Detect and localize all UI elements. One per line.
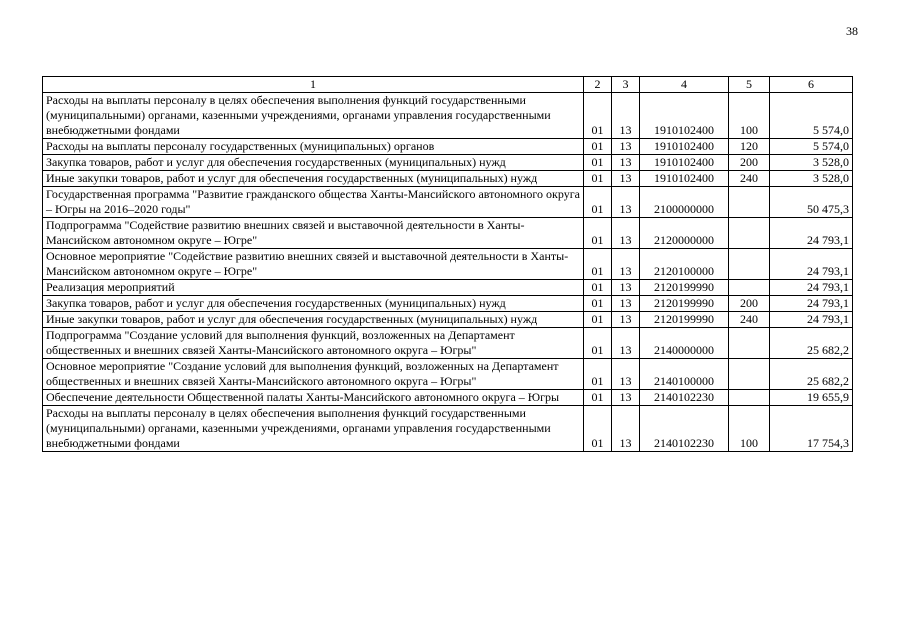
row-expense-type-cell <box>729 218 770 249</box>
row-expense-type-cell <box>729 359 770 390</box>
row-expense-type-cell <box>729 328 770 359</box>
row-expense-type-cell <box>729 390 770 406</box>
row-amount-cell: 24 793,1 <box>770 218 853 249</box>
row-subsection-cell: 13 <box>612 296 640 312</box>
table-row <box>43 359 853 390</box>
table-header-row <box>43 77 853 93</box>
row-section-cell: 01 <box>584 249 612 280</box>
table-row <box>43 155 853 171</box>
row-name-cell: Государственная программа "Развитие гражданского общества Ханты-Мансийского автономного округа – Югры на 2016–2020 годы" <box>43 187 584 218</box>
column-header: 2 <box>584 77 612 93</box>
table-row <box>43 296 853 312</box>
row-subsection-cell: 13 <box>612 390 640 406</box>
row-name-cell: Основное мероприятие "Создание условий для выполнения функций, возложенных на Департамент общественных и внешних связей Ханты-Мансийского автономного округа – Югры" <box>43 359 584 390</box>
row-subsection-cell: 13 <box>612 328 640 359</box>
row-name-cell: Закупка товаров, работ и услуг для обеспечения государственных (муниципальных) нужд <box>43 296 584 312</box>
row-section-cell: 01 <box>584 280 612 296</box>
row-target-article-cell: 2140102230 <box>640 390 729 406</box>
row-name-cell: Реализация мероприятий <box>43 280 584 296</box>
table-row <box>43 328 853 359</box>
row-name-cell: Подпрограмма "Создание условий для выполнения функций, возложенных на Департамент общественных и внешних связей Ханты-Мансийского автономного округа – Югры" <box>43 328 584 359</box>
row-amount-cell: 5 574,0 <box>770 93 853 139</box>
table-row <box>43 280 853 296</box>
row-amount-cell: 24 793,1 <box>770 249 853 280</box>
row-subsection-cell: 13 <box>612 187 640 218</box>
row-target-article-cell: 2120199990 <box>640 280 729 296</box>
table-row <box>43 187 853 218</box>
row-amount-cell: 24 793,1 <box>770 312 853 328</box>
row-amount-cell: 25 682,2 <box>770 359 853 390</box>
row-subsection-cell: 13 <box>612 218 640 249</box>
row-section-cell: 01 <box>584 171 612 187</box>
table-row <box>43 139 853 155</box>
row-expense-type-cell: 240 <box>729 312 770 328</box>
row-expense-type-cell: 120 <box>729 139 770 155</box>
row-section-cell: 01 <box>584 390 612 406</box>
row-subsection-cell: 13 <box>612 93 640 139</box>
row-amount-cell: 24 793,1 <box>770 296 853 312</box>
row-target-article-cell: 2100000000 <box>640 187 729 218</box>
row-subsection-cell: 13 <box>612 139 640 155</box>
row-amount-cell: 25 682,2 <box>770 328 853 359</box>
row-section-cell: 01 <box>584 93 612 139</box>
budget-table <box>42 76 853 452</box>
table-row <box>43 406 853 452</box>
table-row <box>43 93 853 139</box>
row-subsection-cell: 13 <box>612 249 640 280</box>
page-number: 38 <box>846 24 858 38</box>
column-header: 6 <box>770 77 853 93</box>
table-row <box>43 218 853 249</box>
row-expense-type-cell: 100 <box>729 93 770 139</box>
row-section-cell: 01 <box>584 187 612 218</box>
row-target-article-cell: 2120199990 <box>640 296 729 312</box>
row-section-cell: 01 <box>584 139 612 155</box>
row-section-cell: 01 <box>584 296 612 312</box>
column-header: 1 <box>43 77 584 93</box>
row-subsection-cell: 13 <box>612 155 640 171</box>
row-section-cell: 01 <box>584 406 612 452</box>
row-name-cell: Основное мероприятие "Содействие развитию внешних связей и выставочной деятельности в Ханты-Мансийском автономном округе – Югре" <box>43 249 584 280</box>
row-amount-cell: 3 528,0 <box>770 155 853 171</box>
column-header: 5 <box>729 77 770 93</box>
row-expense-type-cell <box>729 280 770 296</box>
table-row <box>43 249 853 280</box>
row-subsection-cell: 13 <box>612 171 640 187</box>
row-target-article-cell: 1910102400 <box>640 155 729 171</box>
row-expense-type-cell <box>729 249 770 280</box>
row-amount-cell: 3 528,0 <box>770 171 853 187</box>
row-expense-type-cell: 240 <box>729 171 770 187</box>
row-name-cell: Иные закупки товаров, работ и услуг для обеспечения государственных (муниципальных) нужд <box>43 312 584 328</box>
row-section-cell: 01 <box>584 312 612 328</box>
row-section-cell: 01 <box>584 218 612 249</box>
row-name-cell: Расходы на выплаты персоналу в целях обеспечения выполнения функций государственными (муниципальными) органами, казенными учреждениями, органами управления государственными внебюджетными фондами <box>43 93 584 139</box>
row-name-cell: Расходы на выплаты персоналу государственных (муниципальных) органов <box>43 139 584 155</box>
row-amount-cell: 5 574,0 <box>770 139 853 155</box>
row-amount-cell: 24 793,1 <box>770 280 853 296</box>
row-section-cell: 01 <box>584 328 612 359</box>
row-name-cell: Обеспечение деятельности Общественной палаты Ханты-Мансийского автономного округа – Югры <box>43 390 584 406</box>
row-target-article-cell: 2140000000 <box>640 328 729 359</box>
row-target-article-cell: 2120199990 <box>640 312 729 328</box>
row-subsection-cell: 13 <box>612 359 640 390</box>
row-name-cell: Расходы на выплаты персоналу в целях обеспечения выполнения функций государственными (муниципальными) органами, казенными учреждениями, органами управления государственными внебюджетными фондами <box>43 406 584 452</box>
row-name-cell: Закупка товаров, работ и услуг для обеспечения государственных (муниципальных) нужд <box>43 155 584 171</box>
table-row <box>43 390 853 406</box>
row-target-article-cell: 1910102400 <box>640 171 729 187</box>
row-target-article-cell: 2120100000 <box>640 249 729 280</box>
row-expense-type-cell: 100 <box>729 406 770 452</box>
row-subsection-cell: 13 <box>612 312 640 328</box>
table-row <box>43 171 853 187</box>
row-amount-cell: 19 655,9 <box>770 390 853 406</box>
row-target-article-cell: 2140100000 <box>640 359 729 390</box>
row-target-article-cell: 1910102400 <box>640 139 729 155</box>
row-section-cell: 01 <box>584 155 612 171</box>
row-expense-type-cell: 200 <box>729 296 770 312</box>
row-expense-type-cell: 200 <box>729 155 770 171</box>
column-header: 4 <box>640 77 729 93</box>
row-expense-type-cell <box>729 187 770 218</box>
row-subsection-cell: 13 <box>612 280 640 296</box>
row-subsection-cell: 13 <box>612 406 640 452</box>
row-target-article-cell: 2120000000 <box>640 218 729 249</box>
row-target-article-cell: 1910102400 <box>640 93 729 139</box>
row-section-cell: 01 <box>584 359 612 390</box>
row-amount-cell: 50 475,3 <box>770 187 853 218</box>
row-amount-cell: 17 754,3 <box>770 406 853 452</box>
row-name-cell: Иные закупки товаров, работ и услуг для обеспечения государственных (муниципальных) нужд <box>43 171 584 187</box>
row-target-article-cell: 2140102230 <box>640 406 729 452</box>
column-header: 3 <box>612 77 640 93</box>
table-row <box>43 312 853 328</box>
row-name-cell: Подпрограмма "Содействие развитию внешних связей и выставочной деятельности в Ханты-Мансийском автономном округе – Югре" <box>43 218 584 249</box>
